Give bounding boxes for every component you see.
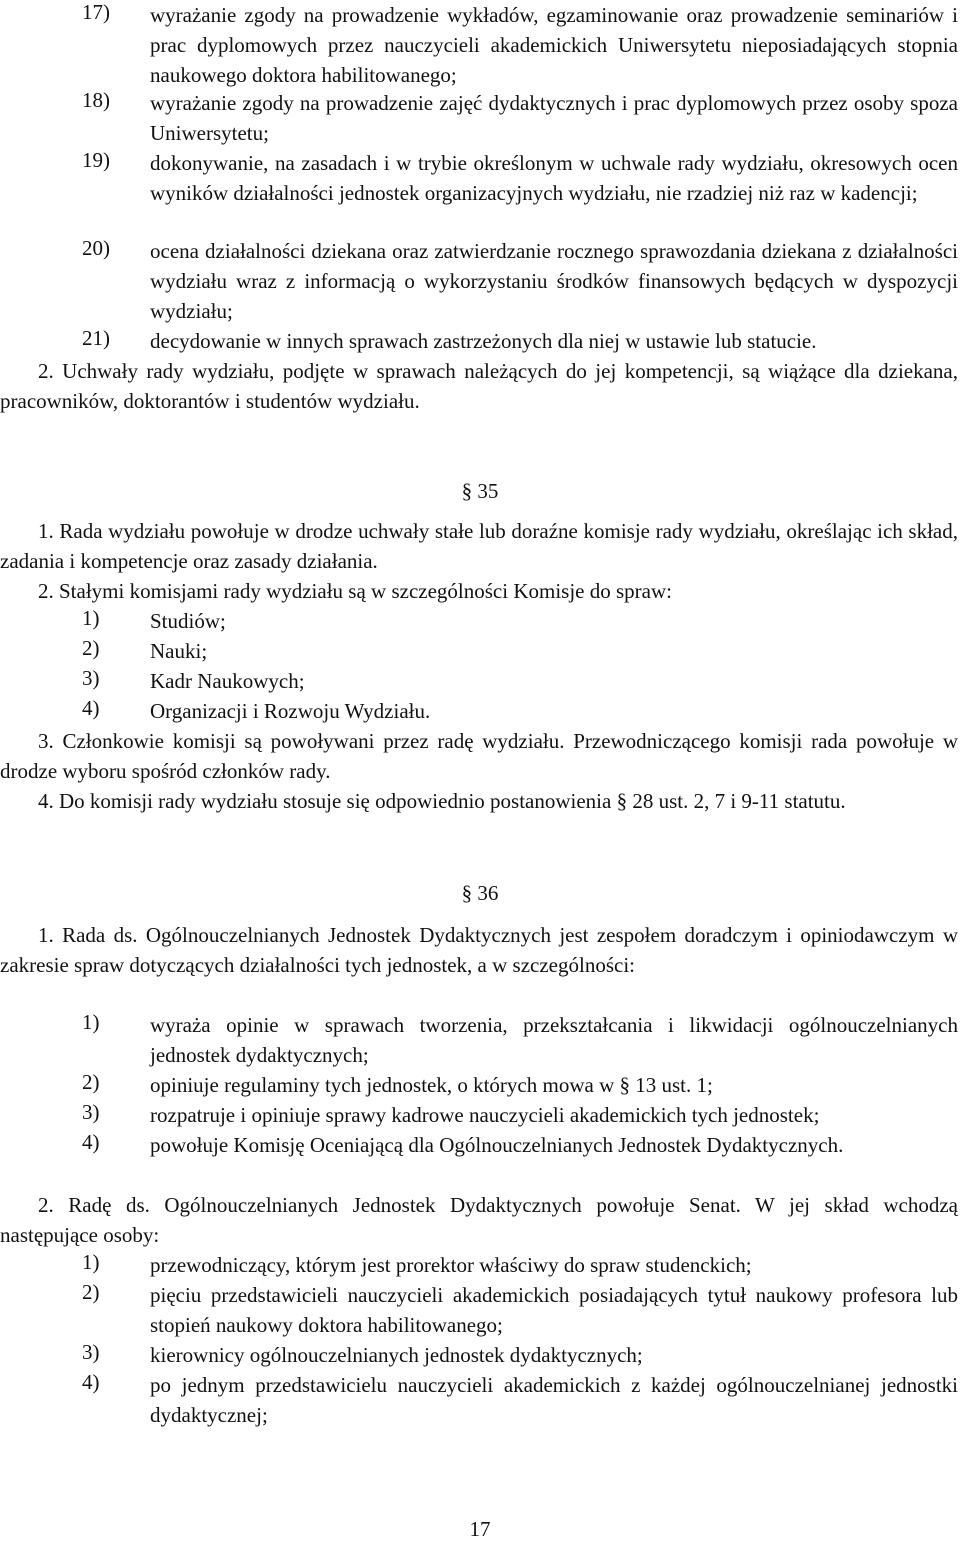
page-number: 17 [469,1517,491,1541]
section-heading: § 35 [461,479,499,503]
list-item-number: 4) [82,1130,100,1154]
paragraph: 2. Radę ds. Ogólnouczelnianych Jednostek Dydaktycznych powołuje Senat. W jej skład wchodzą następujące osoby: [0,1193,958,1247]
list-item-text: decydowanie w innych sprawach zastrzeżonych dla niej w ustawie lub statucie. [150,329,817,353]
list-item [82,1070,958,1100]
list-item [82,666,958,696]
list-item-number: 20) [82,236,110,260]
list-item-text: wyrażanie zgody na prowadzenie zajęć dydaktycznych i prac dyplomowych przez osoby spoza Uniwersytetu; [150,91,958,145]
paragraph: 1. Rada ds. Ogólnouczelnianych Jednostek Dydaktycznych jest zespołem doradczym i opiniodawczym w zakresie spraw dotyczących działalności tych jednostek, a w szczególności: [0,923,958,977]
list-item [82,1100,958,1130]
list-item-text: dokonywanie, na zasadach i w trybie określonym w uchwale rady wydziału, okresowych ocen wyników działalności jednostek organizacyjnych wydziału, nie rzadziej niż raz w kadencji; [150,151,958,205]
list-item [82,236,958,326]
list-item-number: 1) [82,606,100,630]
list-item [82,148,958,208]
list-item-number: 2) [82,1280,100,1304]
paragraph: 4. Do komisji rady wydziału stosuje się odpowiednio postanowienia § 28 ust. 2, 7 i 9-11 statutu. [38,789,846,813]
list-item [82,636,958,666]
list-item-text: Studiów; [150,609,226,633]
list-item-number: 21) [82,326,110,350]
list-item-text: Nauki; [150,639,208,663]
list-item-number: 19) [82,148,110,172]
list-item [82,1280,958,1340]
list-item-text: po jednym przedstawicielu nauczycieli akademickich z każdej ogólnouczelnianej jednostki dydaktycznej; [150,1373,958,1427]
list-item-number: 3) [82,1340,100,1364]
list-item-text: ocena działalności dziekana oraz zatwierdzanie rocznego sprawozdania dziekana z działalności wydziału wraz z informacją o wykorzystaniu środków finansowych będących w dyspozycji wydziału; [150,239,958,323]
list-item-text: rozpatruje i opiniuje sprawy kadrowe nauczycieli akademickich tych jednostek; [150,1103,820,1127]
list-item [82,0,958,90]
list-item-number: 3) [82,1100,100,1124]
paragraph: 2. Stałymi komisjami rady wydziału są w szczególności Komisje do spraw: [38,579,672,603]
paragraph: 3. Członkowie komisji są powoływani przez radę wydziału. Przewodniczącego komisji rada powołuje w drodze wyboru spośród członków rady. [0,729,958,783]
list-item-text: powołuje Komisję Oceniającą dla Ogólnouczelnianych Jednostek Dydaktycznych. [150,1133,844,1157]
list-item [82,1130,958,1160]
list-item [82,1250,958,1280]
paragraph: 1. Rada wydziału powołuje w drodze uchwały stałe lub doraźne komisje rady wydziału, określając ich skład, zadania i kompetencje oraz zasady działania. [0,519,958,573]
list-item [82,696,958,726]
list-item [82,1340,958,1370]
list-item [82,1010,958,1070]
list-item [82,1370,958,1430]
list-item-text: Organizacji i Rozwoju Wydziału. [150,699,431,723]
list-item-number: 17) [82,0,110,24]
list-item-text: opiniuje regulaminy tych jednostek, o których mowa w § 13 ust. 1; [150,1073,713,1097]
list-item-number: 4) [82,696,100,720]
list-item [82,606,958,636]
list-item-text: przewodniczący, którym jest prorektor właściwy do spraw studenckich; [150,1253,752,1277]
list-item-number: 1) [82,1250,100,1274]
list-item-number: 18) [82,88,110,112]
section-heading: § 36 [461,881,499,905]
list-item-text: kierownicy ogólnouczelnianych jednostek dydaktycznych; [150,1343,643,1367]
list-item-text: Kadr Naukowych; [150,669,305,693]
list-item [82,88,958,148]
list-item-number: 2) [82,636,100,660]
list-item-number: 1) [82,1010,100,1034]
list-item-number: 3) [82,666,100,690]
list-item-text: pięciu przedstawicieli nauczycieli akademickich posiadających tytuł naukowy profesora lub stopień naukowy doktora habilitowanego; [150,1283,958,1337]
list-item-text: wyraża opinie w sprawach tworzenia, przekształcania i likwidacji ogólnouczelnianych jednostek dydaktycznych; [150,1013,958,1067]
list-item [82,326,958,356]
list-item-number: 4) [82,1370,100,1394]
paragraph: 2. Uchwały rady wydziału, podjęte w sprawach należących do jej kompetencji, są wiążące dla dziekana, pracowników, doktorantów i studentów wydziału. [0,359,958,413]
list-item-number: 2) [82,1070,100,1094]
list-item-text: wyrażanie zgody na prowadzenie wykładów, egzaminowanie oraz prowadzenie seminariów i prac dyplomowych przez nauczycieli akademickich Uniwersytetu nieposiadających stopnia naukowego doktora habilitowanego; [150,3,958,87]
